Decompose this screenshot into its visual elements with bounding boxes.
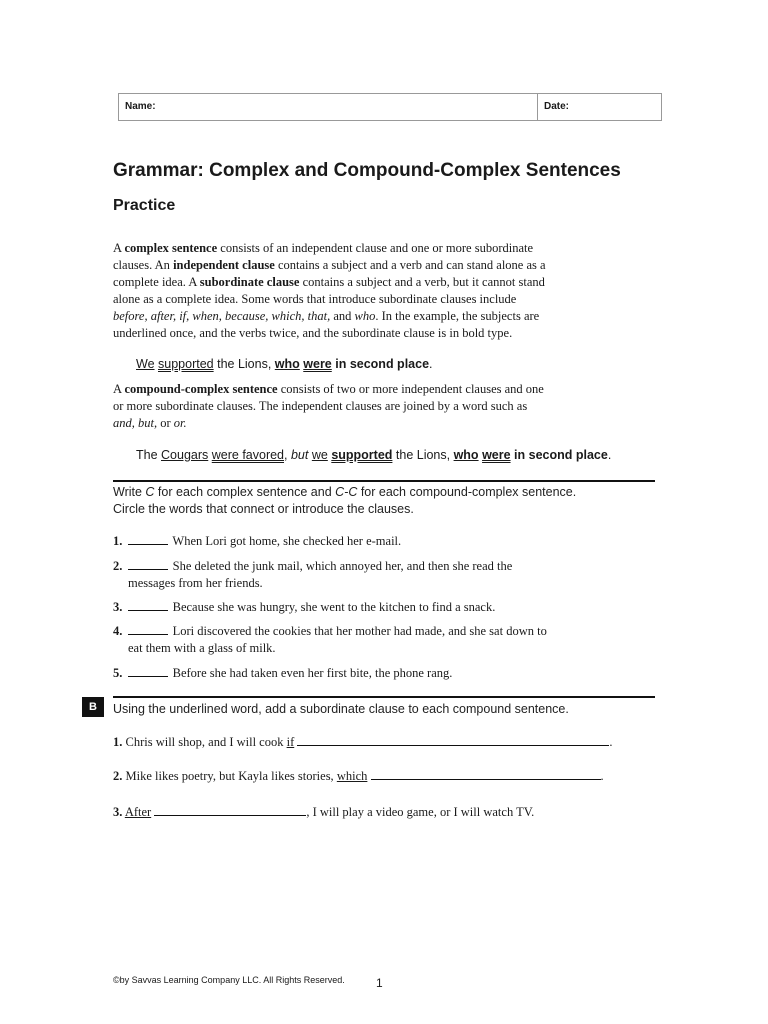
section-b-badge: B: [82, 697, 104, 717]
page-subtitle: Practice: [113, 197, 176, 214]
name-date-box: [118, 93, 662, 121]
example-sentence-complex: We supported the Lions, who were in second place.: [136, 357, 433, 371]
exercise-item-5: 5. Before she had taken even her first bite, the phone rang.: [113, 666, 453, 680]
answer-blank[interactable]: [128, 664, 168, 677]
compound-paragraph: A compound-complex sentence consists of two or more independent clauses and one or more subordinate clauses. The independent clauses are joined by a word such as and, but, or or.: [113, 382, 544, 430]
exercise-item-1: 1. When Lori got home, she checked her e-mail.: [113, 534, 402, 548]
answer-blank[interactable]: [128, 622, 168, 635]
answer-line[interactable]: [154, 803, 306, 816]
copyright-footer: ©by Savvas Learning Company LLC. All Rights Reserved.: [113, 975, 345, 985]
intro-paragraph: A complex sentence consists of an independent clause and one or more subordinate clauses. An independent clause contains a subject and a verb and can stand alone as a complete idea. A subordinate clause contains a subject and a verb, but it cannot stand alone as a complete idea. Some words that introduce subordinate clauses include before, after, if, when, because, which, that, and who. In the example, the subjects are underlined once, and the verbs twice, and the subordinate clause is in bold type.: [113, 241, 546, 340]
page-title: Grammar: Complex and Compound-Complex Sentences: [113, 160, 621, 181]
exercise-b-item-2: 2. Mike likes poetry, but Kayla likes stories, which .: [113, 769, 604, 783]
example-sentence-compound-complex: The Cougars were favored, but we supported the Lions, who were in second place.: [136, 448, 612, 462]
section-a-instructions: Write C for each complex sentence and C-C for each compound-complex sentence. Circle the words that connect or introduce the clauses.: [113, 485, 577, 516]
section-b-rule: [113, 696, 655, 698]
date-cell: [537, 94, 570, 120]
answer-blank[interactable]: [128, 532, 168, 545]
answer-blank[interactable]: [128, 598, 168, 611]
section-a-rule: [113, 480, 655, 482]
exercise-item-3: 3. Because she was hungry, she went to the kitchen to find a snack.: [113, 600, 496, 614]
exercise-item-2: 2. She deleted the junk mail, which annoyed her, and then she read the messages from her friends.: [113, 559, 513, 590]
answer-blank[interactable]: [128, 557, 168, 570]
name-label: Name:: [125, 101, 156, 112]
section-b-instructions: Using the underlined word, add a subordinate clause to each compound sentence.: [113, 702, 569, 716]
page-number: 1: [376, 976, 383, 990]
date-label: Date:: [544, 101, 570, 112]
exercise-item-4: 4. Lori discovered the cookies that her mother had made, and she sat down to eat them with a glass of milk.: [113, 624, 547, 655]
answer-line[interactable]: [297, 733, 609, 746]
answer-line[interactable]: [371, 767, 601, 780]
exercise-b-item-3: 3. After , I will play a video game, or I will watch TV.: [113, 805, 535, 819]
exercise-b-item-1: 1. Chris will shop, and I will cook if .: [113, 735, 613, 749]
